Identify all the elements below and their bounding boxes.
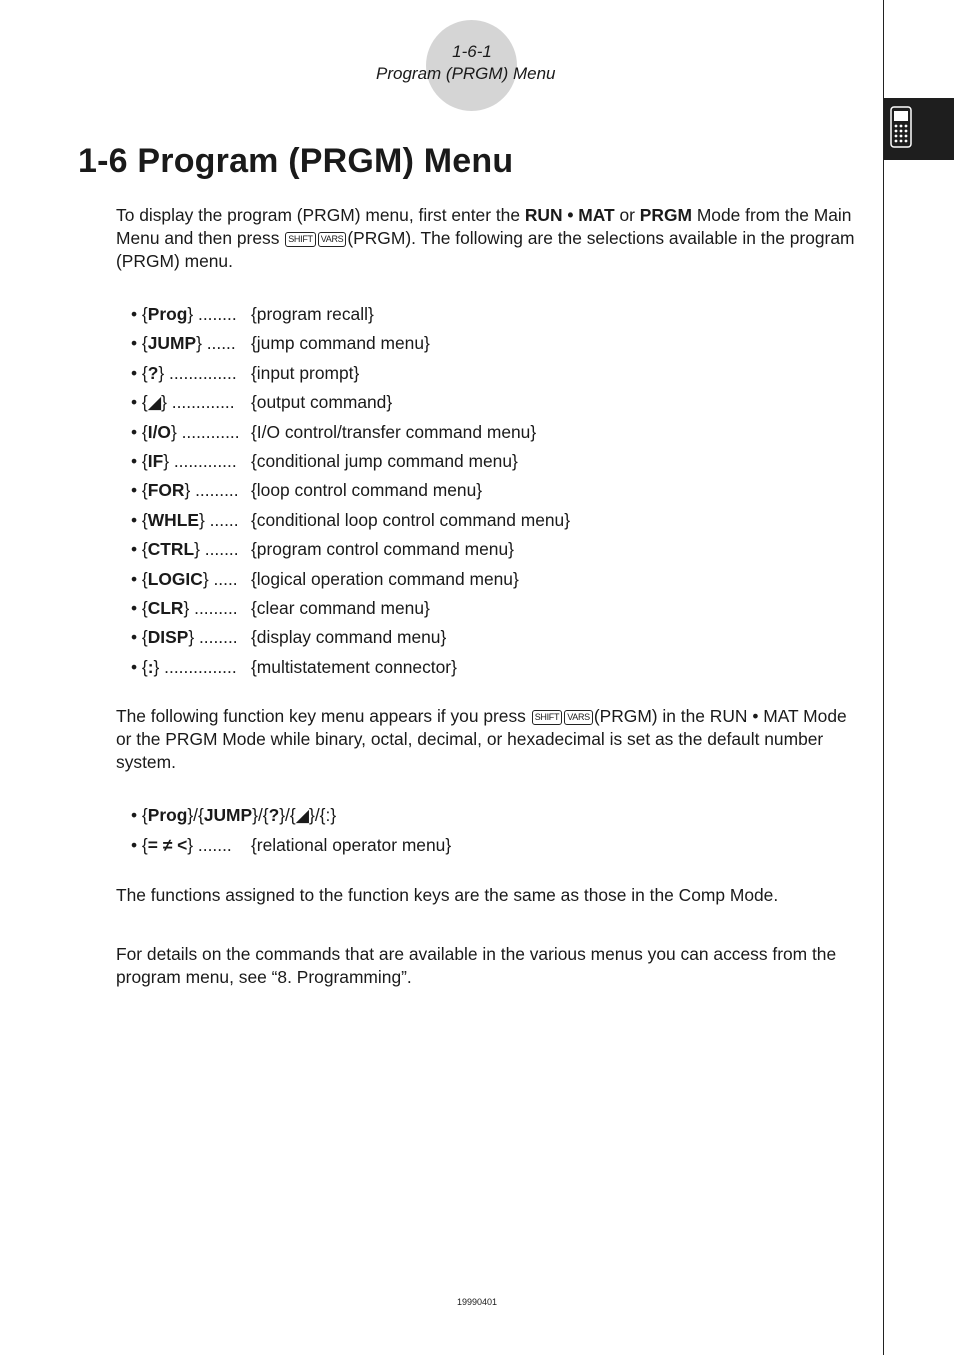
- list-item: • {:} ............... {multistatement connector}: [131, 656, 457, 677]
- section-header-title: Program (PRGM) Menu: [376, 64, 556, 83]
- calculator-icon: [890, 106, 912, 148]
- list-item: • {IF} ............. {conditional jump command menu}: [131, 450, 518, 471]
- shift-key-icon: SHIFT: [285, 232, 316, 247]
- list-item: • {WHLE} ...... {conditional loop control command menu}: [131, 509, 571, 530]
- section-number: 1-6-1: [452, 42, 492, 61]
- list-item: • {JUMP} ...... {jump command menu}: [131, 333, 430, 354]
- list-item: • {DISP} ........ {display command menu}: [131, 627, 447, 648]
- list-item: • {I/O} ............ {I/O control/transfer command menu}: [131, 421, 537, 442]
- list-item: • {CTRL} ....... {program control command menu}: [131, 539, 514, 560]
- page-title: 1-6 Program (PRGM) Menu: [78, 142, 514, 180]
- list-item: • {CLR} ......... {clear command menu}: [131, 597, 430, 618]
- vars-key-icon: VARS: [564, 710, 593, 725]
- function-key-menu-list: [131, 803, 452, 863]
- details-paragraph: For details on the commands that are available in the various menus you can access from the program menu, see “8. Programming”.: [116, 944, 837, 987]
- intro-paragraph: To display the program (PRGM) menu, first enter the RUN • MAT or PRGM Mode from the Main Menu and then press SHIFT VARS (PRGM). The following are the selections available in the program (PRGM) menu.: [116, 205, 855, 271]
- list-item: • {?} .............. {input prompt}: [131, 362, 360, 383]
- chapter-tab: [884, 98, 954, 160]
- list-item: • {LOGIC} ..... {logical operation command menu}: [131, 568, 519, 589]
- list-item: • {FOR} ......... {loop control command menu}: [131, 480, 483, 501]
- page-footer-code: 19990401: [456, 1297, 498, 1307]
- vars-key-icon: VARS: [318, 232, 347, 247]
- list-item: • {= ≠ <} ....... {relational operator menu}: [131, 835, 452, 855]
- list-item: • {◢} ............. {output command}: [131, 392, 393, 413]
- list-item: • {Prog} ........ {program recall}: [131, 304, 374, 324]
- comp-mode-paragraph: The functions assigned to the function keys are the same as those in the Comp Mode.: [116, 885, 779, 905]
- shift-key-icon: SHIFT: [532, 710, 563, 725]
- prgm-menu-list: [131, 302, 571, 684]
- list-item: • {Prog}/{JUMP}/{?}/{◢}/{:}: [131, 805, 337, 825]
- right-margin-rule: [883, 0, 884, 1355]
- function-key-paragraph: The following function key menu appears if you press SHIFT VARS (PRGM) in the RUN • MAT Mode or the PRGM Mode while binary, octal, decimal, or hexadecimal is set as the default number system.: [116, 706, 847, 772]
